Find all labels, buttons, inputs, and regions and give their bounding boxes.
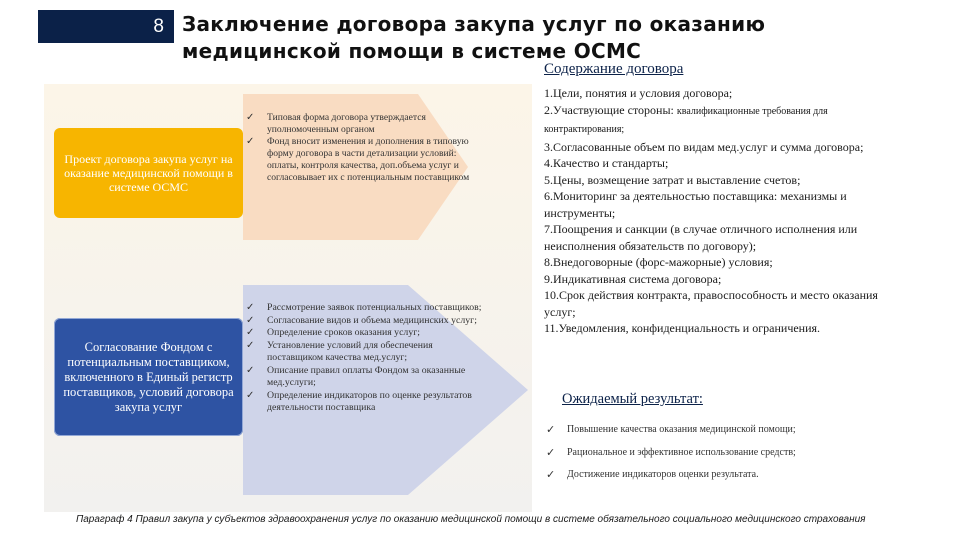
draft-contract-label: Проект договора закупа услуг на оказание медицинской помощи в системе ОСМС (64, 152, 233, 194)
agreement-item-text: Согласование видов и объема медицинских услуг; (267, 314, 477, 326)
draft-item-text: Фонд вносит изменения и дополнения в типовую форму договора в части детализации условий: оплаты, контроля качества, доп.объема услуг и согласовывает их с потенциальным поставщиком (267, 136, 470, 183)
contents-item-text: 8.Внедоговорные (форс-мажорные) условия; (544, 255, 773, 269)
check-icon: ✓ (246, 136, 255, 147)
check-icon: ✓ (246, 302, 255, 313)
expected-result-list (544, 424, 924, 492)
list-item (244, 112, 476, 136)
agreement-item-text: Описание правил оплаты Фондом за оказанные мед.услуги; (267, 364, 466, 388)
expected-result-heading: Ожидаемый результат: (562, 391, 703, 407)
check-icon: ✓ (246, 314, 255, 326)
check-icon: ✓ (246, 364, 255, 376)
check-icon: ✓ (246, 327, 255, 338)
check-icon: ✓ (546, 468, 556, 481)
list-item (544, 271, 899, 288)
list-item (544, 254, 899, 271)
slide-number: 8 (153, 15, 164, 37)
list-item (544, 424, 924, 436)
contents-item-text: 4.Качество и стандарты; (544, 156, 669, 170)
contents-item-text: 9.Индикативная система договора; (544, 271, 722, 286)
contents-item-text: 11.Уведомления, конфиденциальность и ограничения. (544, 321, 821, 335)
list-item (244, 390, 484, 415)
agreement-item-text: Рассмотрение заявок потенциальных поставщиков; (267, 302, 482, 313)
list-item (544, 85, 899, 102)
list-item (544, 447, 924, 459)
list-item (244, 340, 484, 365)
slide-number-badge (38, 10, 174, 43)
contents-item-text: 6.Мониторинг за деятельностью поставщика: механизмы и инструменты; (544, 189, 847, 220)
result-item-text: Достижение индикаторов оценки результата. (567, 469, 759, 480)
list-item (244, 315, 484, 328)
result-item-text: Повышение качества оказания медицинской помощи; (567, 424, 796, 435)
contract-contents-list (544, 85, 899, 337)
agreement-item-text: Установление условий для обеспечения поставщиком качества мед.услуг; (267, 339, 433, 363)
result-item-text: Рациональное и эффективное использование средств; (567, 446, 796, 458)
list-item (544, 139, 899, 156)
agreement-item-text: Определение сроков оказания услуг; (267, 327, 420, 338)
contents-item-text: 10.Срок действия контракта, правоспособность и место оказания услуг; (544, 288, 878, 319)
contents-item-note: квалификационные требования для контрактирования; (544, 105, 828, 135)
list-item (544, 188, 899, 221)
agreement-checklist (244, 302, 484, 415)
slide-title: Заключение договора закупа услуг по оказанию медицинской помощи в системе ОСМС (182, 12, 766, 63)
check-icon: ✓ (546, 445, 556, 459)
draft-item-text: Типовая форма договора утверждается уполномоченным органом (267, 112, 426, 135)
list-item (244, 136, 476, 184)
check-icon: ✓ (246, 339, 255, 351)
agreement-box (54, 318, 243, 436)
agreement-label: Согласование Фондом с потенциальным поставщиком, включенного в Единый регистр поставщиков, условий договора закупа услуг (63, 339, 234, 414)
agreement-item-text: Определение индикаторов по оценке результатов деятельности поставщика (267, 389, 472, 413)
list-item (544, 102, 899, 139)
contents-item-text: 1.Цели, понятия и условия договора; (544, 86, 733, 100)
draft-contract-box (54, 128, 243, 218)
check-icon: ✓ (246, 389, 255, 401)
list-item (544, 469, 924, 481)
contents-item-text: 2.Участвующие стороны: (544, 102, 677, 117)
check-icon: ✓ (246, 112, 255, 123)
check-icon: ✓ (546, 423, 556, 436)
contents-item-text: 7.Поощрения и санкции (в случае отличного исполнения или неисполнения обязательств по договору); (544, 222, 858, 253)
list-item (244, 302, 484, 315)
list-item (244, 327, 484, 340)
list-item (544, 155, 899, 172)
list-item (544, 287, 899, 320)
contract-contents-heading: Содержание договора (544, 61, 684, 77)
list-item (244, 365, 484, 390)
draft-checklist (244, 112, 476, 184)
list-item (544, 320, 899, 337)
contents-item-text: 3.Согласованные объем по видам мед.услуг и сумма договора; (544, 139, 864, 154)
contents-item-text: 5.Цены, возмещение затрат и выставление счетов; (544, 172, 801, 187)
footnote: Параграф 4 Правил закупа у субъектов здравоохранения услуг по оказанию медицинской помощи в системе обязательного социального медицинского страхования (76, 514, 866, 525)
list-item (544, 172, 899, 189)
list-item (544, 221, 899, 254)
